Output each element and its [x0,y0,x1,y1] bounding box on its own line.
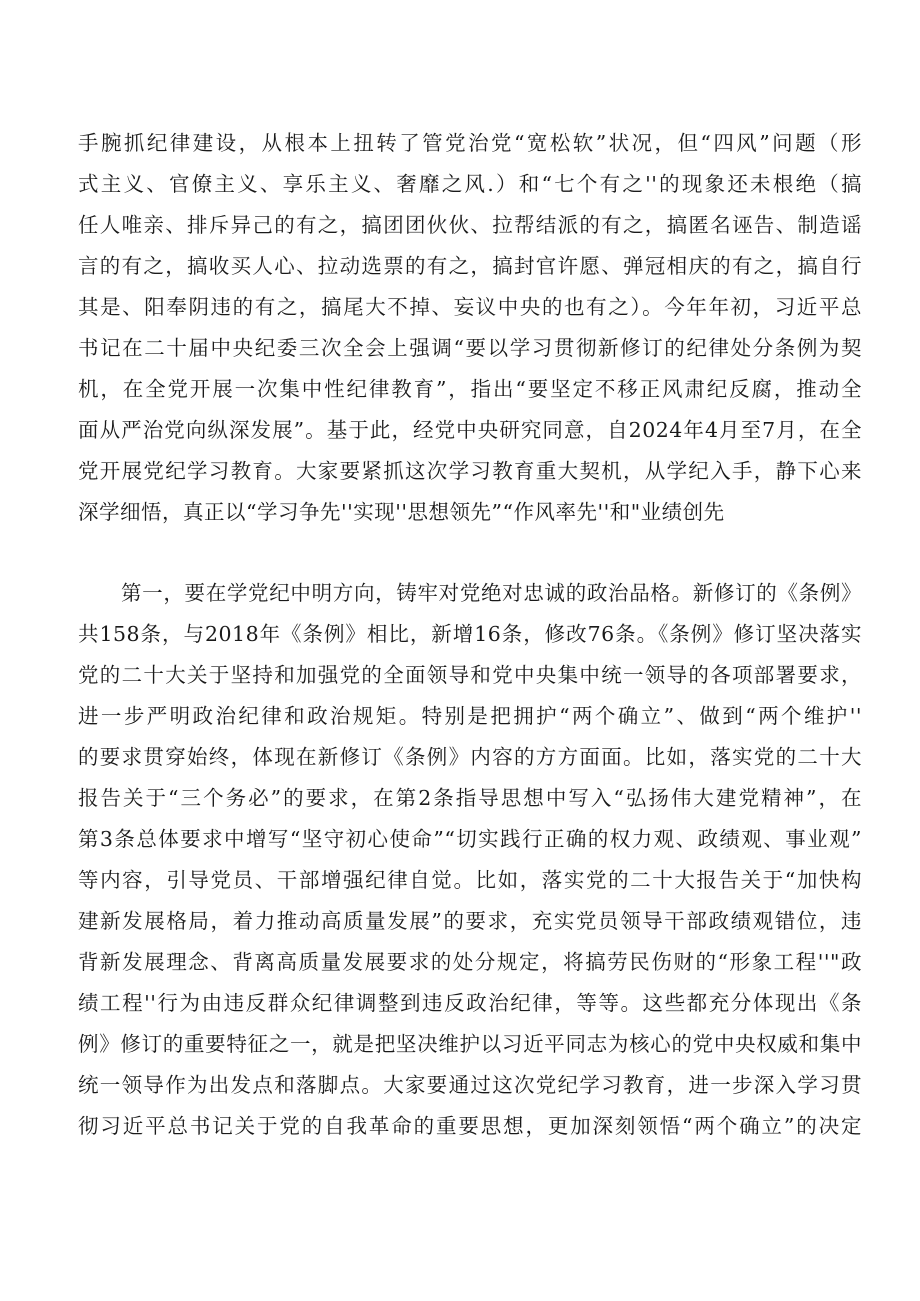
text-line: 言的有之，搞收买人心、拉动选票的有之，搞封官许愿、弹冠相庆的有之，搞自行 [78,254,862,278]
text-line: 党的二十大关于坚持和加强党的全面领导和党中央集中统一领导的各项部署要求， [78,663,862,687]
text-line: 例》修订的重要特征之一，就是把坚决维护以习近平同志为核心的党中央权威和集中 [78,1032,862,1056]
text-line: 彻习近平总书记关于党的自我革命的重要思想，更加深刻领悟“两个确立”的决定 [78,1114,862,1138]
text-line: 第3条总体要求中增写“坚守初心使命”“切实践行正确的权力观、政绩观、事业观” [78,827,862,851]
text-line: 统一领导作为出发点和落脚点。大家要通过这次党纪学习教育，进一步深入学习贯 [78,1073,862,1097]
text-line: 手腕抓纪律建设，从根本上扭转了管党治党“宽松软”状况，但“四风”问题（形 [78,131,862,155]
text-line: 背新发展理念、背离高质量发展要求的处分规定，将搞劳民伤财的“形象工程''"政 [78,950,862,974]
text-line: 共158条，与2018年《条例》相比，新增16条，修改76条。《条例》修订坚决落实 [78,622,862,646]
text-line: 等内容，引导党员、干部增强纪律自觉。比如，落实党的二十大报告关于“加快构 [78,868,862,892]
text-line: 党开展党纪学习教育。大家要紧抓这次学习教育重大契机，从学纪入手，静下心来 [78,459,862,483]
text-line: 的要求贯穿始终，体现在新修订《条例》内容的方方面面。比如，落实党的二十大 [78,745,862,769]
text-line: 深学细悟，真正以“学习争先''实现''思想领先”“作风率先''和"业绩创先 [78,500,725,524]
text-line: 任人唯亲、排斥异己的有之，搞团团伙伙、拉帮结派的有之，搞匿名诬告、制造谣 [78,213,862,237]
text-line: 第一，要在学党纪中明方向，铸牢对党绝对忠诚的政治品格。新修订的《条例》 [121,581,862,605]
text-line: 绩工程''行为由违反群众纪律调整到违反政治纪律，等等。这些都充分体现出《条 [78,991,862,1015]
text-line: 书记在二十届中央纪委三次全会上强调“要以学习贯彻新修订的纪律处分条例为契 [78,336,862,360]
text-line: 机，在全党开展一次集中性纪律教育”，指出“要坚定不移正风肃纪反腐，推动全 [78,377,862,401]
text-line: 报告关于“三个务必”的要求，在第2条指导思想中写入“弘扬伟大建党精神”，在 [78,786,862,810]
text-line: 面从严治党向纵深发展”。基于此，经党中央研究同意，自2024年4月至7月，在全 [78,418,862,442]
text-line: 其是、阳奉阴违的有之，搞尾大不掉、妄议中央的也有之）。今年年初，习近平总 [78,295,862,319]
text-line: 建新发展格局，着力推动高质量发展”的要求，充实党员领导干部政绩观错位，违 [78,909,862,933]
text-line: 式主义、官僚主义、享乐主义、奢靡之风.）和“七个有之''的现象还未根绝（搞 [78,172,862,196]
text-line: 进一步严明政治纪律和政治规矩。特别是把拥护“两个确立”、做到“两个维护'' [78,704,862,728]
